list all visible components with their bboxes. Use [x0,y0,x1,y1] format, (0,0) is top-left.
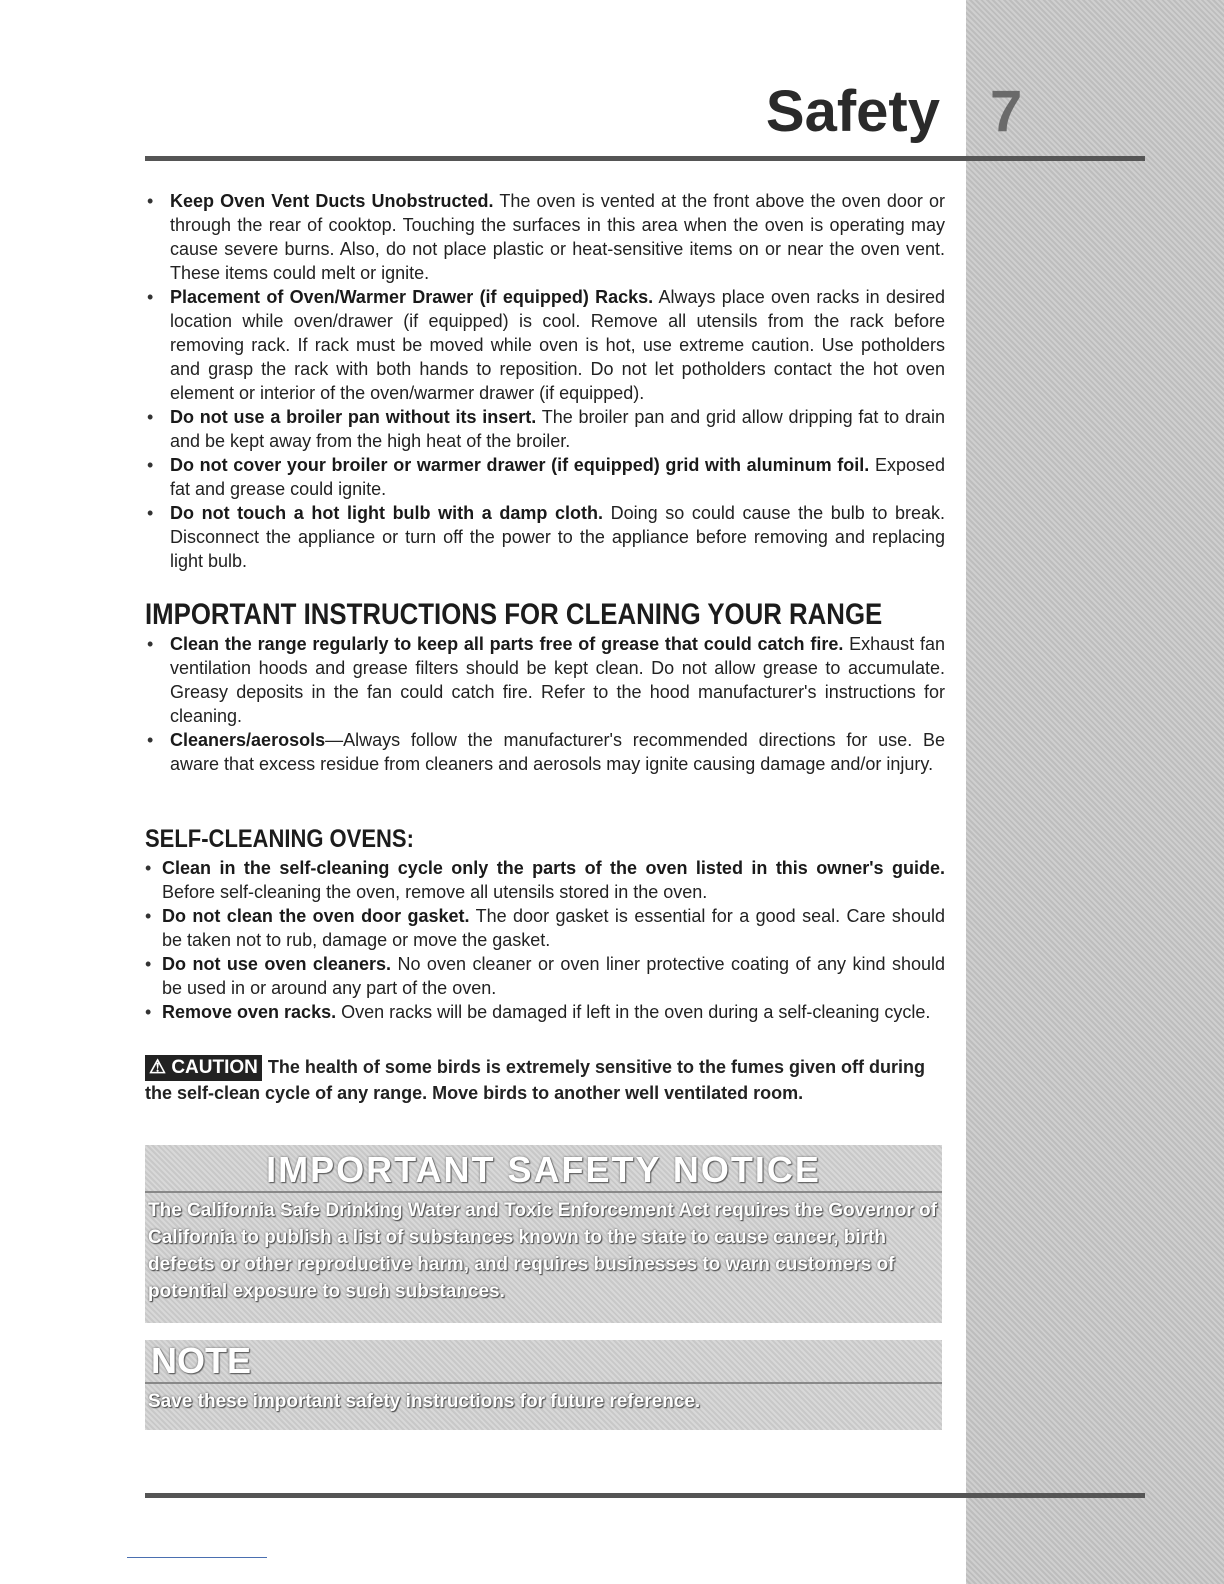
section-cleaning-bullets [145,632,945,776]
caution-text: The health of some birds is extremely sensitive to the fumes given off during the self-clean cycle of any range. Move birds to another well ventilated room. [145,1057,926,1103]
bullet-item [145,453,945,501]
bullet-item [145,1000,945,1024]
bullet-lead: Do not use a broiler pan without its insert. [170,407,537,427]
side-band [966,0,1224,1584]
warning-triangle-icon: ⚠ [149,1057,167,1078]
note-title: NOTE [151,1340,252,1381]
caution-notice [145,1055,945,1106]
bullet-lead: Remove oven racks. [162,1002,337,1022]
bullet-item [145,952,945,1000]
note-box [145,1340,942,1430]
bullet-lead: Clean the range regularly to keep all parts free of grease that could catch fire. [170,634,844,654]
important-safety-notice-box [145,1145,942,1323]
section-safety-bullets [145,189,945,573]
section-self-cleaning-bullets [145,856,945,1024]
bullet-text: Always place oven racks in desired location while oven/drawer (if equipped) is cool. Remove all utensils from the rack before removing rack. If rack must be moved while oven is hot, use extreme caution. Use potholders and grasp the rack with both hands to reposition. Do not let potholders contact the hot oven element or interior of the oven/warmer drawer (if equipped). [170,287,945,403]
bullet-text: Oven racks will be damaged if left in the oven during a self-cleaning cycle. [336,1002,931,1022]
bullet-text: Before self-cleaning the oven, remove all utensils stored in the oven. [162,882,708,902]
bullet-text: Doing so could cause the bulb to break. Disconnect the appliance or turn off the power to the appliance before removing and replacing light bulb. [170,503,945,571]
bullet-text: Exhaust fan ventilation hoods and grease filters should be kept clean. Do not allow grease to accumulate. Greasy deposits in the fan could catch fire. Refer to the hood manufacturer's instructions for cleaning. [170,634,945,726]
bullet-lead: Placement of Oven/Warmer Drawer (if equipped) Racks. [170,287,654,307]
bullet-lead: Do not cover your broiler or warmer drawer (if equipped) grid with aluminum foil. [170,455,870,475]
footer-line [127,1557,267,1558]
bullet-item [145,904,945,952]
bullet-item [145,189,945,285]
page-number: 7 [990,79,1023,144]
note-text: Save these important safety instructions for future reference. [148,1391,701,1412]
notice-title: IMPORTANT SAFETY NOTICE [266,1149,821,1190]
bullet-item [145,632,945,728]
bullet-item [145,405,945,453]
bullet-text: No oven cleaner or oven liner protective coating of any kind should be used in or around any part of the oven. [162,954,945,998]
cleaning-heading: IMPORTANT INSTRUCTIONS FOR CLEANING YOUR RANGE [145,598,883,631]
bullet-lead: Cleaners/aerosols [170,730,326,750]
bullet-item [145,728,945,776]
header-rule [145,156,1145,161]
bullet-lead: Do not touch a hot light bulb with a damp cloth. [170,503,603,523]
notice-text: The California Safe Drinking Water and Toxic Enforcement Act requires the Governor of California to publish a list of substances known to the state to cause cancer, birth defects or other reproductive harm, and requires businesses to warn customers of potential exposure to such substances. [148,1200,937,1302]
caution-badge: ⚠ CAUTION [145,1055,262,1081]
footer-rule [145,1493,1145,1498]
page-title: Safety [765,79,940,144]
bullet-lead: Keep Oven Vent Ducts Unobstructed. [170,191,494,211]
bullet-text: The broiler pan and grid allow dripping fat to drain and be kept away from the high heat of the broiler. [170,407,945,451]
bullet-text: Exposed fat and grease could ignite. [170,455,945,499]
bullet-lead: Do not use oven cleaners. [162,954,391,974]
bullet-text: The oven is vented at the front above the oven door or through the rear of cooktop. Touching the surfaces in this area when the oven is operating may cause severe burns. Also, do not place plastic or heat-sensitive items on or near the oven vent. These items could melt or ignite. [170,191,945,283]
bullet-lead: Do not clean the oven door gasket. [162,906,470,926]
bullet-item [145,501,945,573]
bullet-lead: Clean in the self-cleaning cycle only the parts of the oven listed in this owner's guide. [162,858,945,878]
self-cleaning-heading: SELF-CLEANING OVENS: [145,825,414,853]
bullet-item [145,856,945,904]
bullet-item [145,285,945,405]
bullet-text: —Always follow the manufacturer's recommended directions for use. Be aware that excess residue from cleaners and aerosols may ignite causing damage and/or injury. [170,730,945,774]
bullet-text: The door gasket is essential for a good seal. Care should be taken not to rub, damage or move the gasket. [162,906,945,950]
